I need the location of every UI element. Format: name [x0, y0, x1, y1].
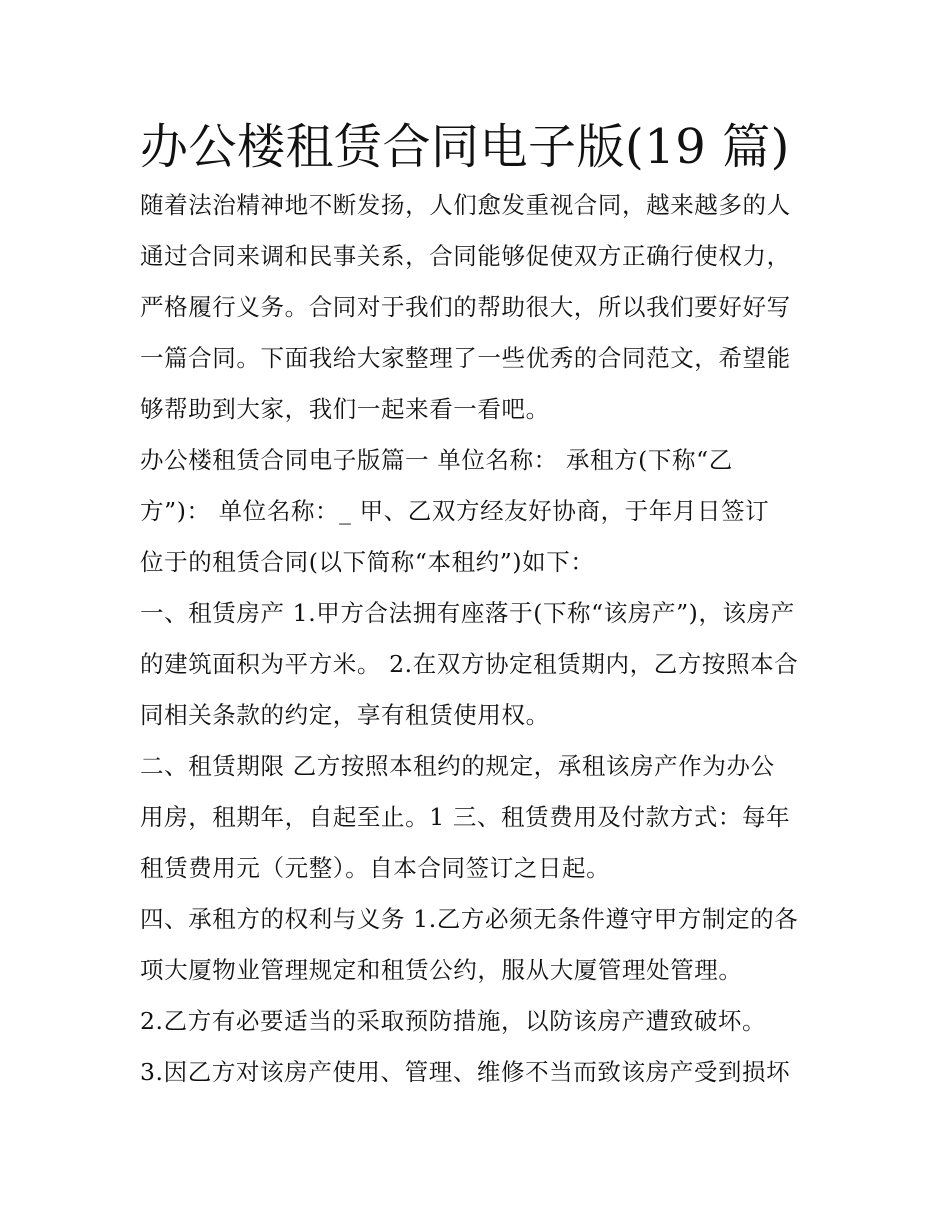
body-line: 严格履行义务。合同对于我们的帮助很大，所以我们要好好写 [140, 293, 791, 321]
body-line: 通过合同来调和民事关系，合同能够促使双方正确行使权力， [140, 242, 791, 270]
body-line: 一篇合同。下面我给大家整理了一些优秀的合同范文，希望能 [140, 344, 791, 372]
body-line: 3.因乙方对该房产使用、管理、维修不当而致该房产受到损坏 [140, 1058, 791, 1086]
body-line: 二、租赁期限 乙方按照本租约的规定，承租该房产作为办公 [140, 752, 775, 780]
body-line: 够帮助到大家，我们一起来看一看吧。 [140, 395, 550, 423]
body-line: 随着法治精神地不断发扬，人们愈发重视合同，越来越多的人 [140, 191, 791, 219]
body-line: 用房，租期年，自起至止。1 三、租赁费用及付款方式：每年 [140, 803, 791, 831]
body-line: 2.乙方有必要适当的采取预防措施，以防该房产遭致破坏。 [140, 1007, 767, 1035]
body-line: 办公楼租赁合同电子版篇一 单位名称： 承租方(下称“乙 [140, 446, 733, 474]
body-line: 租赁费用元（元整）。自本合同签订之日起。 [140, 854, 611, 882]
body-line: 同相关条款的约定，享有租赁使用权。 [140, 701, 550, 729]
body-line: 位于的租赁合同(以下简称“本租约”)如下： [140, 548, 595, 576]
body-line: 一、租赁房产 1.甲方合法拥有座落于(下称“该房产”)，该房产 [140, 599, 795, 627]
document-body [140, 180, 820, 1098]
body-line: 项大厦物业管理规定和租赁公约，服从大厦管理处管理。 [140, 956, 743, 984]
document-title: 办公楼租赁合同电子版(19 篇) [140, 119, 790, 175]
body-line: 四、承租方的权利与义务 1.乙方必须无条件遵守甲方制定的各 [140, 905, 799, 933]
body-line: 的建筑面积为平方米。 2.在双方协定租赁期内，乙方按照本合 [140, 650, 799, 678]
body-line: 方”)： 单位名称：_ 甲、乙双方经友好协商，于年月日签订 [140, 497, 770, 525]
